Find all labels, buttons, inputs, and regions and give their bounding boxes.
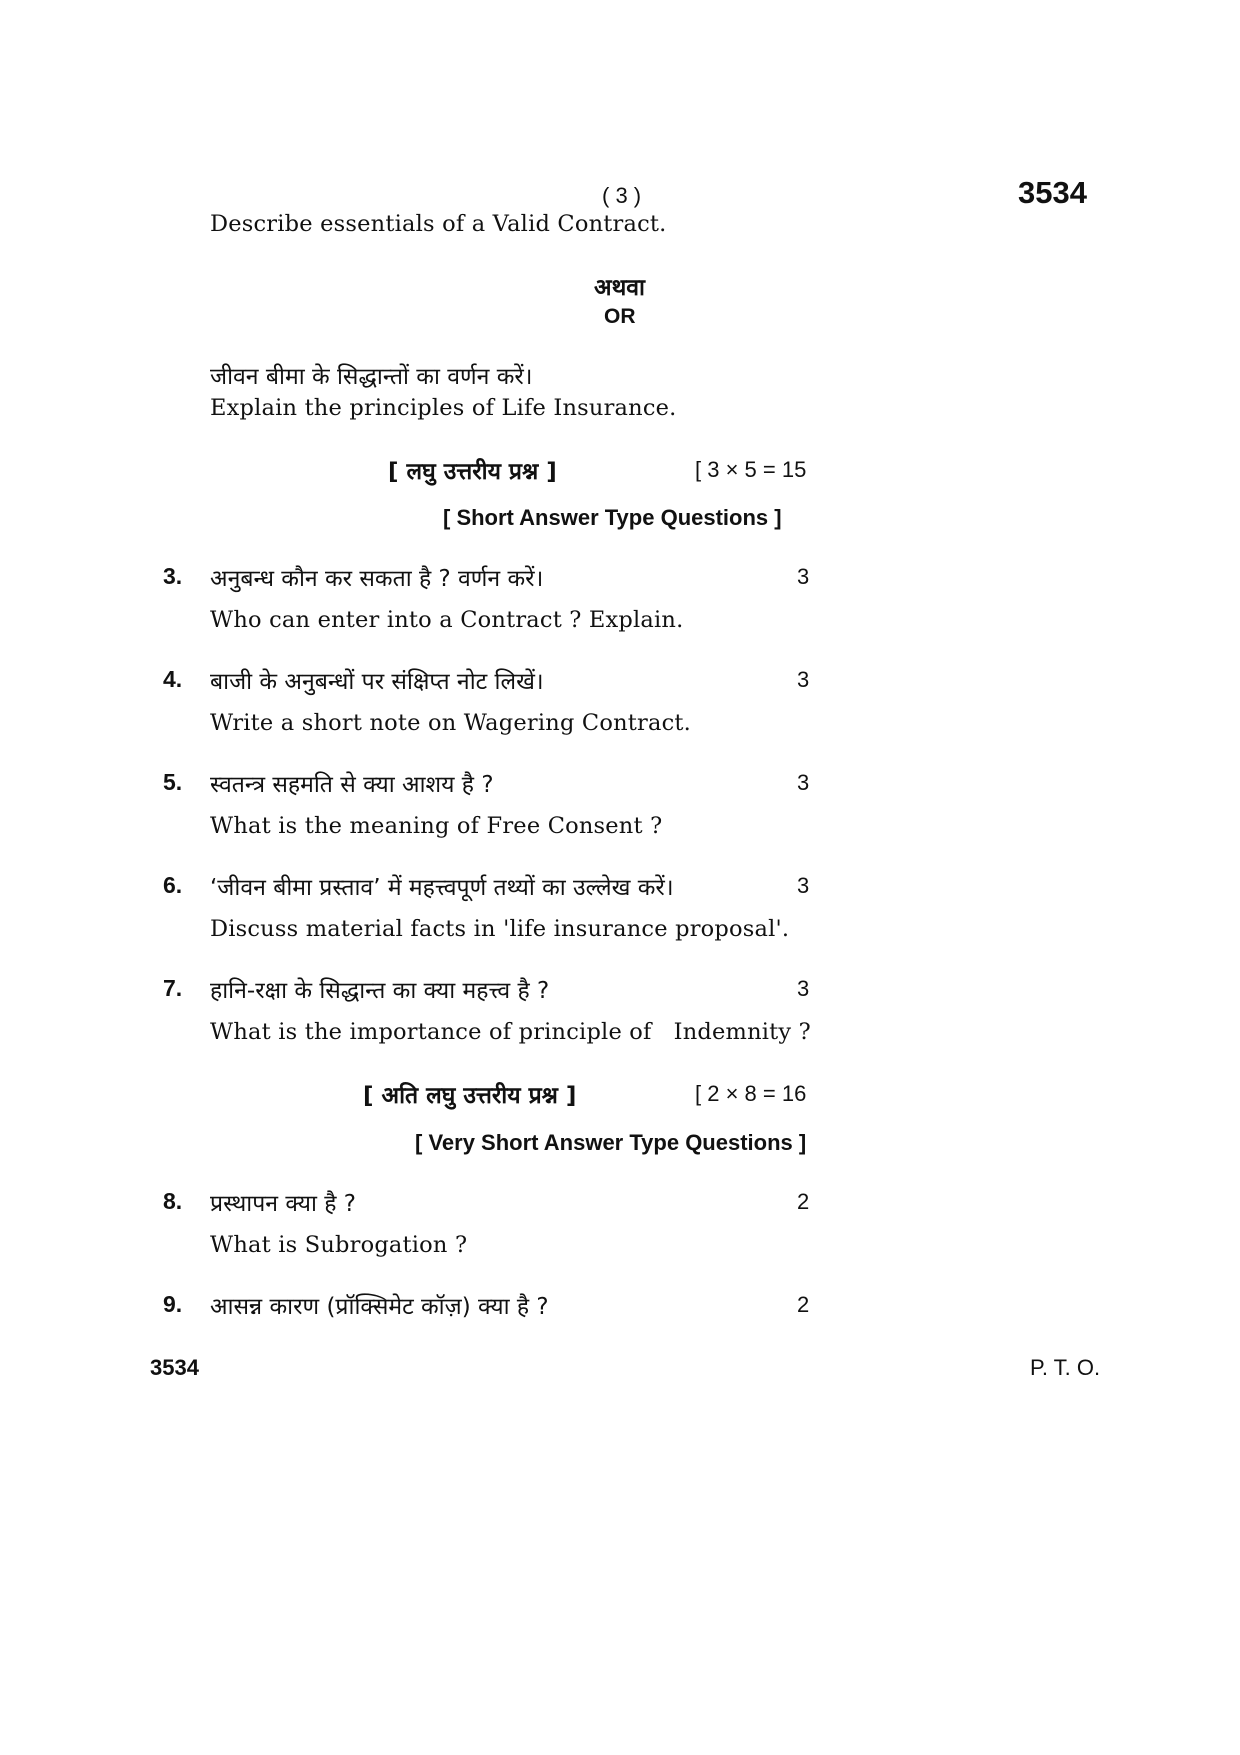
question-number: 3. xyxy=(163,563,183,589)
question-marks: 2 xyxy=(797,1292,810,1317)
question-english: Write a short note on Wagering Contract. xyxy=(210,710,691,736)
question-english: Who can enter into a Contract ? Explain. xyxy=(210,607,684,633)
question-marks: 3 xyxy=(797,564,810,589)
question-number: 7. xyxy=(163,975,183,1001)
question-number: 8. xyxy=(163,1188,183,1214)
question-hindi: प्रस्थापन क्या है ? xyxy=(210,1191,357,1217)
section-very-short-title-hindi: [ अति लघु उत्तरीय प्रश्न ] xyxy=(363,1083,577,1109)
question-number: 5. xyxy=(163,769,183,795)
question-2-english: Describe essentials of a Valid Contract. xyxy=(210,211,667,237)
question-hindi: आसन्न कारण (प्रॉक्सिमेट कॉज़) क्या है ? xyxy=(210,1294,549,1320)
question-number: 4. xyxy=(163,666,183,692)
question-hindi: अनुबन्ध कौन कर सकता है ? वर्णन करें। xyxy=(210,566,544,592)
question-hindi: हानि-रक्षा के सिद्धान्त का क्या महत्त्व है ? xyxy=(210,978,550,1004)
question-2-alt-hindi: जीवन बीमा के सिद्धान्तों का वर्णन करें। xyxy=(210,364,533,390)
or-english: OR xyxy=(604,305,636,328)
or-hindi: अथवा xyxy=(594,275,646,301)
section-very-short-title-english: [ Very Short Answer Type Questions ] xyxy=(415,1130,807,1155)
page-number: ( 3 ) xyxy=(602,183,642,208)
section-short-title-english: [ Short Answer Type Questions ] xyxy=(443,505,782,530)
section-short-title-hindi: [ लघु उत्तरीय प्रश्न ] xyxy=(388,459,557,485)
question-number: 6. xyxy=(163,872,183,898)
question-hindi: स्वतन्त्र सहमति से क्या आशय है ? xyxy=(210,772,494,798)
question-english: Discuss material facts in 'life insurance proposal'. xyxy=(210,916,790,942)
section-very-short-marks: [ 2 × 8 = 16 xyxy=(695,1081,807,1106)
question-english: What is the importance of principle of Indemnity ? xyxy=(210,1019,811,1045)
footer-paper-code: 3534 xyxy=(150,1355,199,1380)
section-short-marks: [ 3 × 5 = 15 xyxy=(695,457,807,482)
paper-code: 3534 xyxy=(1018,175,1087,210)
question-number: 9. xyxy=(163,1291,183,1317)
question-marks: 2 xyxy=(797,1189,810,1214)
pto-label: P. T. O. xyxy=(1030,1355,1101,1380)
question-english: What is Subrogation ? xyxy=(210,1232,468,1258)
question-hindi: बाजी के अनुबन्धों पर संक्षिप्त नोट लिखें। xyxy=(210,669,544,695)
question-hindi: ‘जीवन बीमा प्रस्ताव’ में महत्त्वपूर्ण तथ्यों का उल्लेख करें। xyxy=(210,875,674,901)
question-marks: 3 xyxy=(797,873,810,898)
question-english: What is the meaning of Free Consent ? xyxy=(210,813,663,839)
question-2-alt-english: Explain the principles of Life Insurance. xyxy=(210,395,677,421)
question-marks: 3 xyxy=(797,976,810,1001)
question-marks: 3 xyxy=(797,770,810,795)
question-marks: 3 xyxy=(797,667,810,692)
